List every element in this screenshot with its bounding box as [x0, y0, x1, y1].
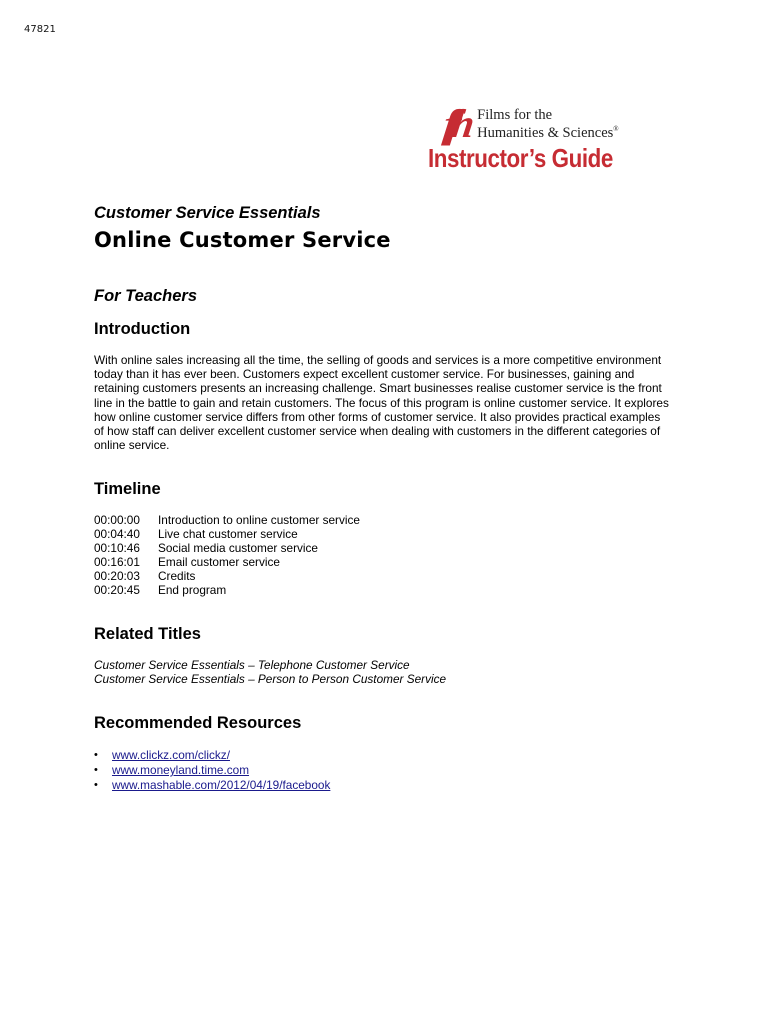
timeline-row [94, 541, 360, 555]
related-titles-heading: Related Titles [94, 625, 201, 643]
resources-list [94, 748, 330, 793]
introduction-heading: Introduction [94, 320, 191, 338]
timeline-time: 00:16:01 [94, 555, 140, 569]
resource-item [94, 763, 330, 778]
timeline-row [94, 527, 360, 541]
publisher-logo [440, 101, 619, 146]
related-title-item: Customer Service Essentials – Person to Person Customer Service [94, 672, 447, 686]
related-title-item: Customer Service Essentials – Telephone Customer Service [94, 658, 410, 672]
timeline-time: 00:20:03 [94, 569, 140, 583]
timeline-label: Introduction to online customer service [158, 513, 360, 527]
timeline-time: 00:04:40 [94, 527, 140, 541]
bullet-icon: • [94, 764, 98, 776]
ffh-logo-icon: ffh [440, 101, 469, 146]
resource-item [94, 748, 330, 763]
program-title: Online Customer Service [94, 228, 391, 252]
timeline-time: 00:20:45 [94, 583, 140, 597]
introduction-text: With online sales increasing all the time, the selling of goods and services is a more competitive environment today than it has ever been. Customers expect excellent customer service. For businesses, gaining and retaining customers presents an increasing challenge. Smart businesses realise customer service is the front line in the battle to gain and retain customers. The focus of this program is online customer service. It explores how online customer service differs from other forms of customer service. It also provides practical examples of how staff can deliver excellent customer service when dealing with customers in the different categories of online service. [94, 353, 669, 453]
for-teachers-heading: For Teachers [94, 287, 198, 305]
timeline-row [94, 513, 360, 527]
publisher-name-line1: Films for the [477, 107, 553, 124]
resource-link-moneyland[interactable]: www.moneyland.time.com [112, 763, 250, 777]
registered-mark: ® [613, 125, 619, 134]
resource-item [94, 778, 330, 793]
document-id: 47821 [24, 24, 56, 35]
guide-title: Instructor’s Guide [428, 143, 613, 173]
resource-link-clickz[interactable]: www.clickz.com/clickz/ [112, 748, 230, 762]
timeline-list [94, 513, 360, 597]
recommended-resources-heading: Recommended Resources [94, 714, 302, 732]
timeline-label: End program [158, 583, 227, 597]
timeline-label: Live chat customer service [158, 527, 298, 541]
timeline-time: 00:10:46 [94, 541, 140, 555]
timeline-row [94, 555, 360, 569]
publisher-name-line2: Humanities & Sciences® [477, 124, 619, 141]
publisher-name [477, 108, 618, 140]
timeline-label: Social media customer service [158, 541, 318, 555]
timeline-row [94, 583, 360, 597]
bullet-icon: • [94, 749, 98, 761]
timeline-row [94, 569, 360, 583]
timeline-label: Credits [158, 569, 196, 583]
timeline-heading: Timeline [94, 480, 161, 498]
resource-link-mashable[interactable]: www.mashable.com/2012/04/19/facebook [112, 778, 331, 792]
related-titles-list [94, 658, 446, 686]
timeline-label: Email customer service [158, 555, 280, 569]
bullet-icon: • [94, 779, 98, 791]
series-title: Customer Service Essentials [94, 204, 321, 222]
timeline-time: 00:00:00 [94, 513, 140, 527]
